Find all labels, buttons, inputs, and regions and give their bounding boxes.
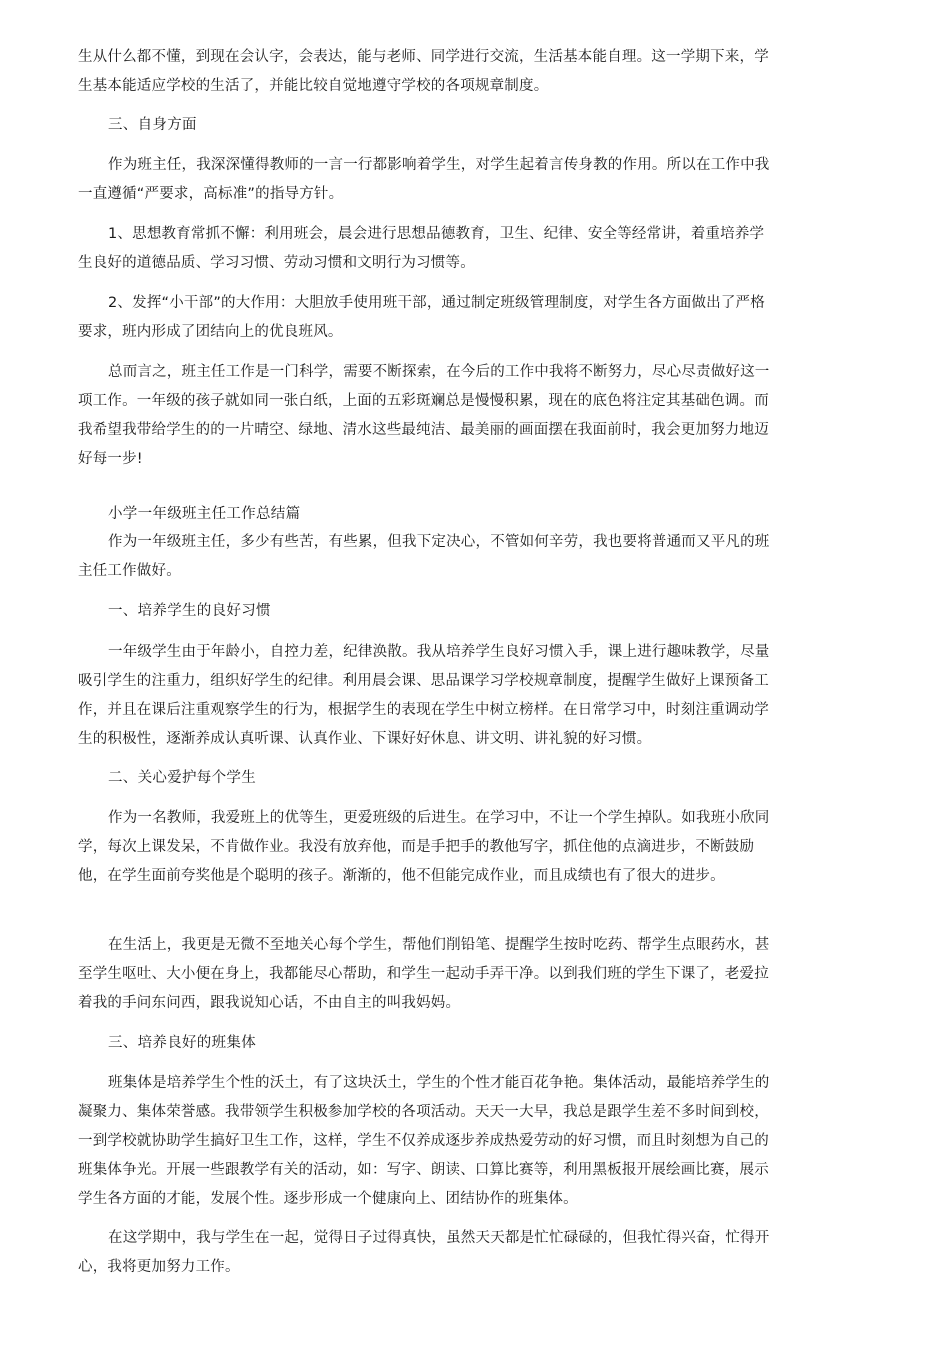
paragraph-habits: 一年级学生由于年龄小，自控力差，纪律涣散。我从培养学生良好习惯入手，课上进行趣味教学，尽量吸引学生的注重力，组织好学生的纪律。利用晨会课、思品课学习学校规章制度，提醒学生做好上课预备工作，并且在课后注重观察学生的行为，根据学生的表现在学生中树立榜样。在日常学习中，时刻注重调动学生的积极性，逐渐养成认真听课、认真作业、下课好好休息、讲文明、讲礼貌的好习惯。: [78, 644, 770, 747]
paragraph-daily-life: 在生活上，我更是无微不至地关心每个学生，帮他们削铅笔、提醒学生按时吃药、帮学生点眼药水，甚至学生呕吐、大小便在身上，我都能尽心帮助，和学生一起动手弄干净。以到我们班的学生下课了，老爱拉着我的手问东问西，跟我说知心话，不由自主的叫我妈妈。: [78, 937, 770, 1011]
paragraph-adaptation: 生从什么都不懂，到现在会认字，会表达，能与老师、同学进行交流，生活基本能自理。这一学期下来，学生基本能适应学校的生活了，并能比较自觉地遵守学校的各项规章制度。: [78, 49, 769, 94]
section-heading-collective: 三、培养良好的班集体: [108, 1035, 256, 1051]
paragraph-closing: 在这学期中，我与学生在一起，觉得日子过得真快，虽然天天都是忙忙碌碌的，但我忙得兴奋，忙得开心，我将更加努力工作。: [78, 1230, 770, 1275]
paragraph-class-cadres: 2、发挥“小干部”的大作用：大胆放手使用班干部，通过制定班级管理制度，对学生各方面做出了严格要求，班内形成了团结向上的优良班风。: [78, 295, 765, 340]
article-title: 小学一年级班主任工作总结篇: [108, 506, 301, 522]
paragraph-care-students: 作为一名教师，我爱班上的优等生，更爱班级的后进生。在学习中，不让一个学生掉队。如我班小欣同学，每次上课发呆，不肯做作业。我没有放弃他，而是手把手的教他写字，抓住他的点滴进步，不断鼓励他，在学生面前夸奖他是个聪明的孩子。渐渐的，他不但能完成作业，而且成绩也有了很大的进步。: [78, 810, 770, 884]
section-heading-habits: 一、培养学生的良好习惯: [108, 603, 271, 619]
section-heading-self: 三、自身方面: [108, 117, 197, 133]
section-heading-care: 二、关心爱护每个学生: [108, 770, 256, 786]
paragraph-head-teacher-role: 作为班主任，我深深懂得教师的一言一行都影响着学生，对学生起着言传身教的作用。所以在工作中我一直遵循“严要求，高标准”的指导方针。: [78, 157, 770, 202]
paragraph-moral-education: 1、思想教育常抓不懈：利用班会，晨会进行思想品德教育，卫生、纪律、安全等经常讲，着重培养学生良好的道德品质、学习习惯、劳动习惯和文明行为习惯等。: [78, 226, 765, 271]
paragraph-conclusion: 总而言之，班主任工作是一门科学，需要不断探索，在今后的工作中我将不断努力，尽心尽责做好这一项工作。一年级的孩子就如同一张白纸，上面的五彩斑斓总是慢慢积累，现在的底色将注定其基础色调。而我希望我带给学生的的一片晴空、绿地、清水这些最纯洁、最美丽的画面摆在我面前时，我会更加努力地迈好每一步!: [78, 364, 770, 467]
paragraph-class-collective: 班集体是培养学生个性的沃土，有了这块沃土，学生的个性才能百花争艳。集体活动，最能培养学生的凝聚力、集体荣誉感。我带领学生积极参加学校的各项活动。天天一大早，我总是跟学生差不多时间到校，一到学校就协助学生搞好卫生工作，这样，学生不仅养成逐步养成热爱劳动的好习惯，而且时刻想为自己的班集体争光。开展一些跟教学有关的活动，如：写字、朗读、口算比赛等，利用黑板报开展绘画比赛，展示学生各方面的才能，发展个性。逐步形成一个健康向上、团结协作的班集体。: [78, 1075, 770, 1207]
paragraph-introduction: 作为一年级班主任，多少有些苦，有些累，但我下定决心，不管如何辛劳，我也要将普通而又平凡的班主任工作做好。: [78, 534, 770, 579]
